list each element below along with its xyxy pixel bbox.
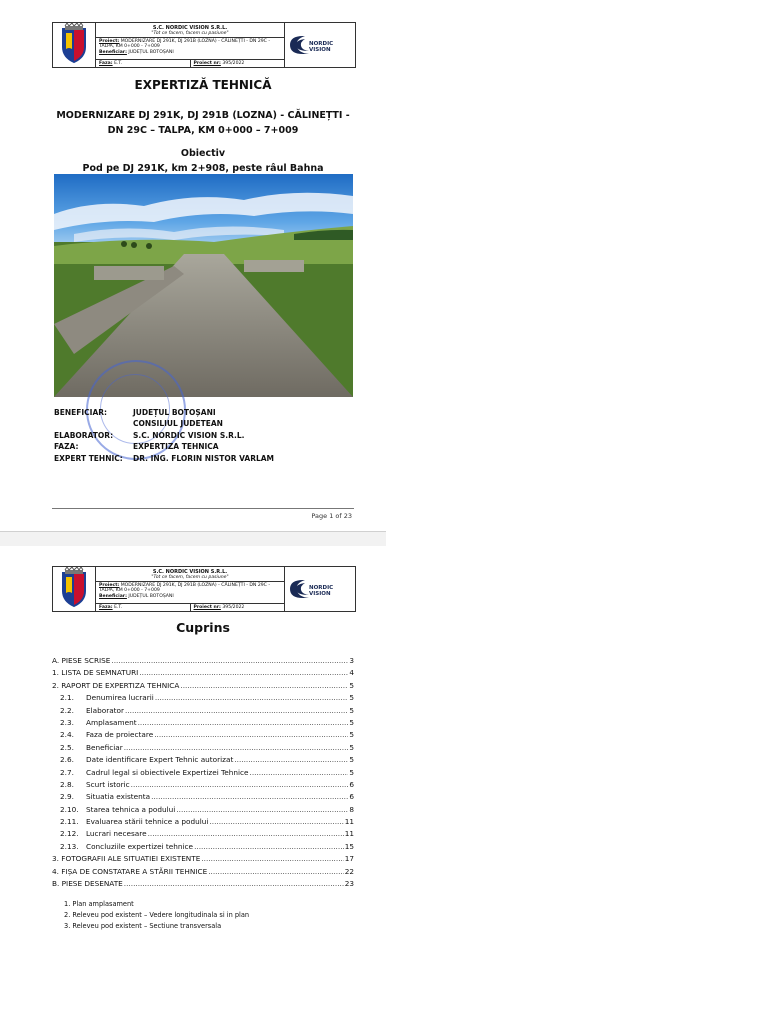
- toc-leader-dots: [234, 755, 348, 764]
- footer-rule: [52, 508, 354, 509]
- faza-cell: [96, 604, 191, 612]
- beneficiar-text: JUDEȚUL BOTOȘANI: [128, 593, 174, 599]
- toc-entry-number: 2.3.: [60, 717, 74, 727]
- toc-entry-page: 5: [349, 705, 354, 715]
- drawing-item: 2. Releveu pod existent – Vedere longitudinala si in plan: [64, 911, 250, 919]
- toc-entry-page: 22: [344, 866, 354, 876]
- toc-entry-number: 2.8.: [60, 779, 74, 789]
- page-number: Page 1 of 23: [311, 512, 352, 520]
- info-value: EXPERTIZA TEHNICA: [133, 442, 219, 452]
- toc-leader-dots: [180, 681, 348, 690]
- toc-entry-number: 2.4.: [60, 730, 74, 740]
- toc-leader-dots: [124, 743, 349, 752]
- toc-leader-dots: [155, 693, 349, 702]
- page-header-2: [52, 566, 356, 612]
- toc-entry-label: Elaborator: [86, 705, 125, 715]
- proiect-nr-value: 395/2022: [222, 605, 245, 610]
- project-label: Proiect:: [99, 39, 120, 44]
- toc-entry[interactable]: [52, 768, 354, 780]
- info-key: ELABORATOR:: [54, 430, 114, 440]
- company-motto: "Tot ce facem, facem cu pasiune": [96, 31, 284, 38]
- toc-entry-label: Faza de proiectare: [86, 730, 154, 740]
- toc-entry-page: 5: [349, 717, 354, 727]
- toc-entry-page: 11: [344, 817, 354, 827]
- toc-entry[interactable]: [52, 718, 354, 730]
- drawing-item: 3. Releveu pod existent – Sectiune transversala: [64, 922, 222, 930]
- toc-entry-number: 2.6.: [60, 755, 74, 765]
- toc-leader-dots: [208, 867, 343, 876]
- toc-entry-label: Date identificare Expert Tehnic autorizat: [86, 755, 234, 765]
- toc-leader-dots: [111, 656, 348, 665]
- toc-entry-label: 1. LISTA DE SEMNATURI: [52, 668, 139, 678]
- info-value: DR. ING. FLORIN NISTOR VARLAM: [133, 453, 275, 463]
- toc-leader-dots: [151, 792, 348, 801]
- toc-entry-label: 3. FOTOGRAFII ALE SITUATIEI EXISTENTE: [52, 854, 201, 864]
- toc-entry[interactable]: [52, 706, 354, 718]
- county-coat-of-arms: [53, 23, 96, 67]
- toc-entry[interactable]: [52, 755, 354, 767]
- objective-label: Obiectiv: [180, 148, 226, 159]
- toc-entry-label: Beneficiar: [86, 742, 123, 752]
- toc-entry[interactable]: [52, 829, 354, 841]
- toc-entry-page: 5: [349, 742, 354, 752]
- project-text: MODERNIZARE DJ 291K, DJ 291B (LOZNA) - CĂLINEȚTI - DN 29C - TALPA, KM 0+000 - 7+009: [99, 583, 271, 594]
- toc-leader-dots: [148, 829, 344, 838]
- proiect-nr-label: Proiect nr:: [193, 605, 221, 610]
- toc-leader-dots: [124, 879, 344, 888]
- nordic-vision-logo: [284, 23, 355, 67]
- logo-text: NORDIC VISION: [309, 41, 334, 53]
- toc-entry[interactable]: [52, 867, 354, 879]
- proiect-nr-cell: [191, 60, 285, 68]
- info-row-expert: [54, 453, 274, 464]
- faza-label: Faza:: [99, 605, 113, 610]
- info-row-beneficiar: [54, 407, 274, 418]
- toc-entry[interactable]: [52, 780, 354, 792]
- project-text: MODERNIZARE DJ 291K, DJ 291B (LOZNA) - CĂLINEȚTI - DN 29C - TALPA, KM 0+000 - 7+009: [99, 39, 271, 50]
- toc-entry[interactable]: [52, 730, 354, 742]
- toc-entry[interactable]: [52, 743, 354, 755]
- toc-entry-label: 2. RAPORT DE EXPERTIZA TEHNICA: [52, 680, 180, 690]
- drawings-list: [64, 899, 249, 932]
- project-block: [96, 582, 284, 604]
- page-title: EXPERTIZĂ TEHNICĂ: [134, 78, 272, 92]
- toc-title: Cuprins: [176, 620, 230, 635]
- toc-entry-number: 2.12.: [60, 829, 79, 839]
- page-gap: [0, 532, 386, 546]
- info-row-elaborator: [54, 430, 274, 441]
- toc-leader-dots: [125, 706, 348, 715]
- drawing-item: 1. Plan amplasament: [64, 900, 134, 908]
- toc-entry-label: 4. FIȘA DE CONSTATARE A STĂRII TEHNICE: [52, 866, 208, 876]
- toc-entry-page: 23: [344, 879, 354, 889]
- toc-entry[interactable]: [52, 693, 354, 705]
- company-motto: "Tot ce facem, facem cu pasiune": [96, 575, 284, 582]
- document-page-1: [0, 0, 386, 532]
- toc-entry[interactable]: [52, 681, 354, 693]
- toc-entry[interactable]: [52, 805, 354, 817]
- toc-leader-dots: [139, 668, 348, 677]
- toc-entry-number: 2.10.: [60, 804, 79, 814]
- objective-block: [52, 146, 354, 176]
- beneficiar-text: JUDEȚUL BOTOȘANI: [128, 49, 174, 55]
- toc-entry-label: Denumirea lucrarii: [86, 693, 154, 703]
- blank-area: [386, 0, 768, 1024]
- toc-entry-label: A. PIESE SCRISE: [52, 656, 111, 665]
- toc-entry-label: Concluziile expertizei tehnice: [86, 841, 194, 851]
- toc-entry-label: Scurt istoric: [86, 779, 130, 789]
- proiect-nr-cell: [191, 604, 285, 612]
- toc-entry[interactable]: [52, 842, 354, 854]
- toc-entry-label: Amplasament: [86, 717, 137, 727]
- toc-leader-dots: [194, 842, 344, 851]
- toc-entry-number: 2.13.: [60, 841, 79, 851]
- proiect-nr-label: Proiect nr:: [193, 61, 221, 66]
- beneficiar-label: Beneficiar:: [99, 593, 127, 599]
- toc-entry[interactable]: [52, 792, 354, 804]
- project-subtitle: [52, 108, 354, 138]
- county-coat-of-arms: [53, 567, 96, 611]
- toc-leader-dots: [138, 718, 349, 727]
- toc-entry[interactable]: [52, 879, 354, 891]
- toc-leader-dots: [176, 805, 348, 814]
- toc-entry-label: Lucrari necesare: [86, 829, 147, 839]
- toc-leader-dots: [201, 854, 343, 863]
- toc-entry-number: 2.5.: [60, 742, 74, 752]
- toc-entry-number: 2.7.: [60, 767, 74, 777]
- company-name: S.C. NORDIC VISION S.R.L.: [152, 25, 228, 31]
- nordic-vision-logo: [284, 567, 355, 611]
- toc-entry-label: Starea tehnica a podului: [86, 804, 176, 814]
- info-row-consiliul: [54, 418, 274, 429]
- toc-entry-label: Cadrul legal si obiectivele Expertizei Tehnice: [86, 767, 249, 777]
- toc-entry-page: 11: [344, 829, 354, 839]
- toc-entry-label: Situatia existenta: [86, 792, 151, 802]
- toc-leader-dots: [209, 817, 343, 826]
- toc-entry[interactable]: [52, 854, 354, 866]
- toc-entry-page: 15: [344, 841, 354, 851]
- toc-entry[interactable]: [52, 668, 354, 680]
- toc-entry-label: B. PIESE DESENATE: [52, 879, 123, 889]
- page-header: [52, 22, 356, 68]
- info-key: FAZA:: [54, 442, 79, 452]
- toc-leader-dots: [154, 730, 348, 739]
- toc-entry-label: Evaluarea stării tehnice a podului: [86, 817, 209, 827]
- toc-entry-page: 5: [349, 767, 354, 777]
- company-name: S.C. NORDIC VISION S.R.L.: [152, 569, 228, 575]
- toc-entry[interactable]: [52, 656, 354, 668]
- toc-leader-dots: [131, 780, 349, 789]
- toc-entry-number: 2.11.: [60, 817, 79, 827]
- toc-entry-page: 5: [349, 730, 354, 740]
- toc-entry-page: 8: [349, 804, 354, 814]
- toc-entry-page: 6: [349, 792, 354, 802]
- header-footer: [96, 60, 284, 68]
- toc-entry-number: 2.9.: [60, 792, 74, 802]
- logo-text: NORDIC VISION: [309, 585, 334, 597]
- subtitle-line-2: DN 29C – TALPA, KM 0+000 – 7+009: [107, 125, 299, 137]
- proiect-nr-value: 395/2022: [222, 61, 245, 66]
- road-photo: [54, 174, 353, 397]
- toc-entry-page: 6: [349, 779, 354, 789]
- toc-entry-page: 4: [349, 668, 354, 678]
- header-footer: [96, 604, 284, 612]
- info-row-faza: [54, 441, 274, 452]
- project-label: Proiect:: [99, 583, 120, 588]
- toc-entry-page: 17: [344, 854, 354, 864]
- table-of-contents: [52, 656, 354, 891]
- info-value: JUDEȚUL BOTOȘANI: [133, 408, 216, 417]
- faza-value: E.T.: [114, 605, 123, 610]
- header-middle: [96, 23, 284, 67]
- toc-entry-number: 2.2.: [60, 705, 74, 715]
- toc-entry-page: 5: [349, 680, 354, 690]
- toc-entry-page: 5: [349, 693, 354, 703]
- toc-entry-number: 2.1.: [60, 693, 74, 703]
- header-middle: [96, 567, 284, 611]
- toc-entry-page: 3: [349, 656, 354, 665]
- objective-text: Pod pe DJ 291K, km 2+908, peste râul Bahna: [82, 163, 324, 175]
- info-key: EXPERT TEHNIC:: [54, 453, 123, 463]
- toc-leader-dots: [250, 768, 349, 777]
- faza-label: Faza:: [99, 61, 113, 66]
- toc-entry-page: 5: [349, 755, 354, 765]
- info-key: [54, 418, 133, 429]
- info-value: CONSILIUL JUDETEAN: [133, 419, 223, 429]
- faza-value: E.T.: [114, 61, 123, 66]
- document-info: [54, 407, 274, 464]
- faza-cell: [96, 60, 191, 68]
- project-block: [96, 38, 284, 60]
- info-key: BENEFICIAR:: [54, 408, 108, 417]
- beneficiar-label: Beneficiar:: [99, 49, 127, 55]
- toc-entry[interactable]: [52, 817, 354, 829]
- subtitle-line-1: MODERNIZARE DJ 291K, DJ 291B (LOZNA) - CĂLINEȚTI -: [56, 110, 350, 121]
- info-value: S.C. NORDIC VISION S.R.L.: [133, 430, 245, 440]
